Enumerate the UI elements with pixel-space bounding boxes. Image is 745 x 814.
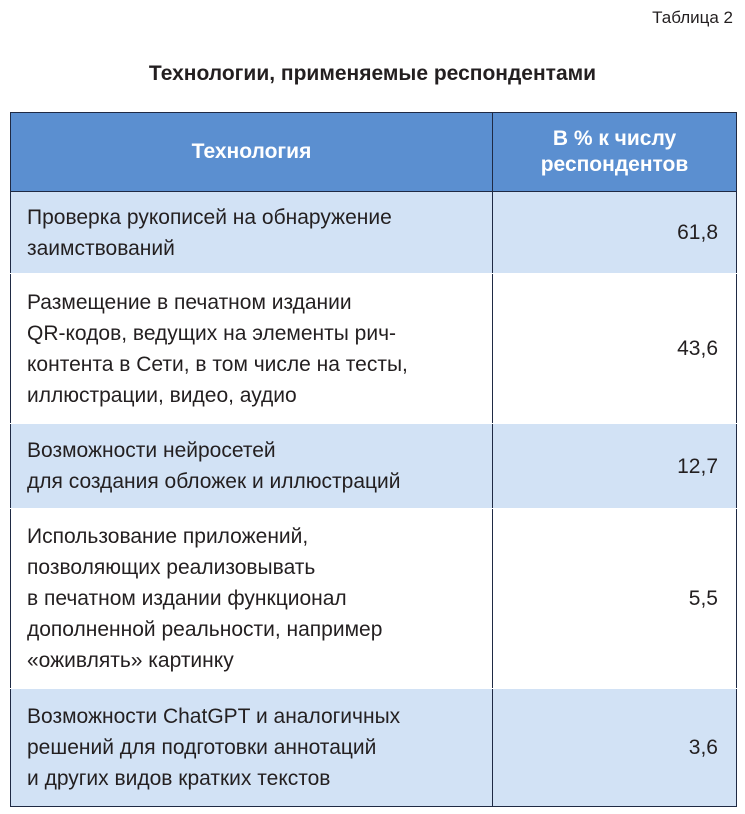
technology-text-line: Возможности нейросетей [27, 439, 276, 462]
percent-value: 3,6 [493, 689, 737, 807]
percent-value: 61,8 [493, 192, 737, 274]
technology-text-line: Размещение в печатном издании [27, 290, 352, 314]
table-row [11, 192, 737, 274]
technology-text-line: Использование приложений, [27, 525, 309, 548]
percent-value: 43,6 [493, 274, 737, 424]
technology-text-line: и других видов кратких текстов [27, 767, 331, 790]
technology-cell [11, 689, 493, 807]
column-header-percent-line2: респондентов [540, 153, 689, 176]
technology-text-line: для создания обложек и иллюстраций [27, 470, 401, 493]
technology-text-line: решений для подготовки аннотаций [27, 736, 377, 759]
column-header-technology: Технология [11, 113, 493, 192]
technology-text-line: QR-кодов, ведущих на элементы рич- [27, 321, 397, 345]
column-header-percent-line1: В % к числу [552, 127, 677, 150]
technology-text-line: в печатном издании функционал [27, 587, 347, 610]
technology-text-line: Проверка рукописей на обнаружение [27, 205, 392, 229]
percent-value: 12,7 [493, 424, 737, 509]
technology-text-line: позволяющих реализовывать [27, 556, 316, 579]
table-header-row [11, 113, 737, 192]
technology-text-line: Возможности ChatGPT и аналогичных [27, 705, 401, 728]
column-header-percent [493, 113, 737, 192]
technology-cell [11, 424, 493, 509]
technology-text-line: заимствований [27, 236, 175, 260]
technology-text-line: дополненной реальности, например [27, 618, 383, 641]
percent-value: 5,5 [493, 509, 737, 689]
table-title: Технологии, применяемые респондентами [148, 62, 597, 85]
technologies-table [10, 112, 737, 807]
technology-text-line: иллюстрации, видео, аудио [27, 383, 297, 407]
table-row [11, 689, 737, 807]
technology-cell [11, 509, 493, 689]
technology-text-line: контента в Сети, в том числе на тесты, [27, 352, 408, 376]
technology-cell [11, 192, 493, 274]
technology-cell [11, 274, 493, 424]
technology-text-line: «оживлять» картинку [27, 649, 234, 672]
table-row [11, 274, 737, 424]
table-row [11, 509, 737, 689]
table-row [11, 424, 737, 509]
table-number: Таблица 2 [652, 8, 733, 27]
